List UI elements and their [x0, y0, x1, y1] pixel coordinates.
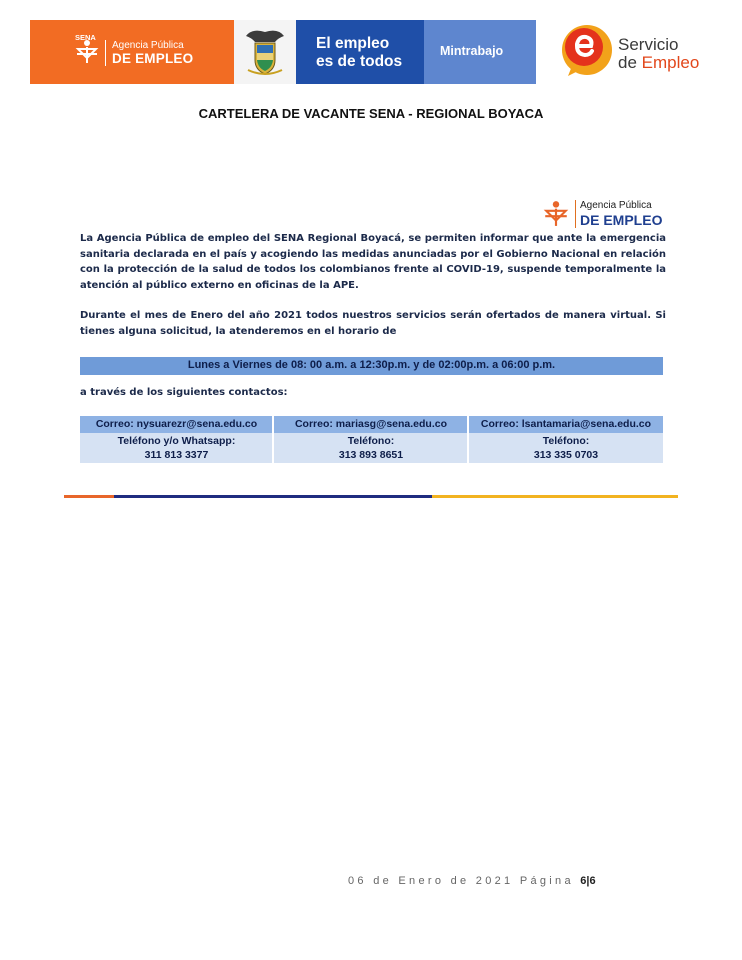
contact-phone-2: 313 893 8651 — [338, 449, 404, 461]
coat-of-arms-icon — [242, 26, 288, 78]
ministry-label: Mintrabajo — [440, 44, 504, 58]
office-hours: Lunes a Viernes de 08: 00 a.m. a 12:30p.m. y de 02:00p.m. a 06:00 p.m. — [187, 359, 556, 371]
divider-yellow — [432, 495, 678, 498]
contacts-table — [80, 416, 663, 463]
contact-phone-label-2: Teléfono: — [347, 435, 395, 447]
contacts-intro: a través de los siguientes contactos: — [80, 387, 288, 398]
announcement-paragraph-2: Durante el mes de Enero del año 2021 todos nuestros servicios serán ofertados de manera virtual. Si tienes alguna solicitud, la atenderemos en el horario de — [80, 310, 666, 337]
contact-phone-label-1: Teléfono y/o Whatsapp: — [117, 435, 236, 447]
coat-of-arms-panel — [234, 20, 296, 84]
contact-phone-1: 311 813 3377 — [144, 449, 209, 461]
footer-page-current: 6 — [580, 875, 587, 887]
contact-phone-cell-1 — [80, 433, 273, 463]
ape-logo-small-line2: DE EMPLEO — [580, 212, 663, 228]
ape-line1: Agencia Pública — [112, 40, 184, 51]
table-divider — [467, 416, 469, 463]
page-footer — [348, 875, 596, 887]
lema-line1: El empleo — [316, 35, 390, 52]
logo-small-divider — [575, 200, 576, 228]
sena-logo-icon — [74, 38, 100, 69]
sena-logo-small-icon — [542, 199, 570, 227]
ape-banner — [30, 20, 234, 84]
contact-email-2[interactable]: Correo: mariasg@sena.edu.co — [274, 416, 468, 433]
divider-orange — [64, 495, 114, 498]
servicio-prefix: de — [618, 53, 642, 72]
contact-phone-cell-3 — [469, 433, 663, 463]
servicio-line2 — [618, 53, 699, 73]
contact-email-1[interactable]: Correo: nysuarezr@sena.edu.co — [80, 416, 273, 433]
table-divider — [272, 416, 274, 463]
footer-page-total: 6 — [589, 875, 596, 887]
servicio-line1: Servicio — [618, 35, 679, 54]
lema-line2: es de todos — [316, 53, 403, 70]
logo-divider — [105, 40, 106, 66]
contact-phone-label-3: Teléfono: — [542, 435, 590, 447]
servicio-word: Empleo — [641, 53, 700, 72]
announcement-paragraph-1: La Agencia Pública de empleo del SENA Regional Boyacá, se permiten informar que ante la emergencia sanitaria declarada en el país y acogiendo las medidas anunciadas por el Gobierno Nacional en relación con la protección de la salud de todos los colombianos frente al COVID-19, suspende temporalmente la atención al público externo en oficinas de la APE. — [80, 233, 666, 291]
contact-email-3[interactable]: Correo: lsantamaria@sena.edu.co — [469, 416, 663, 433]
contact-phone-3: 313 335 0703 — [533, 449, 599, 461]
footer-page-word: Página — [519, 875, 574, 887]
ape-line2: DE EMPLEO — [112, 51, 194, 66]
footer-page-sep: | — [586, 875, 590, 887]
footer-date: 06 de Enero de 2021 — [348, 875, 514, 887]
contact-phone-cell-2 — [274, 433, 468, 463]
sena-label: SENA — [75, 33, 96, 42]
ape-logo-small-line1: Agencia Pública — [580, 200, 652, 211]
servicio-empleo-logo-icon — [560, 22, 616, 80]
divider-blue — [114, 495, 432, 498]
document-title: CARTELERA DE VACANTE SENA - REGIONAL BOYACA — [198, 106, 544, 121]
